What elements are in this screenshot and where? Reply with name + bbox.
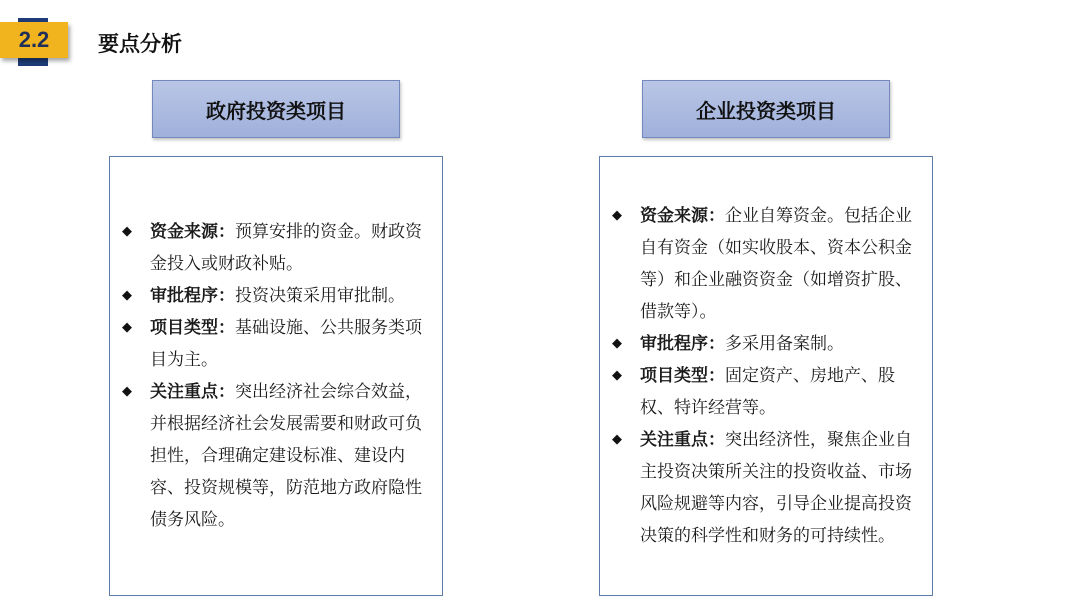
item-text: 突出经济性，聚焦企业自主投资决策所关注的投资收益、市场风险规避等内容，引导企业提高投资决策的科学性和财务的可持续性。 xyxy=(640,430,912,546)
diamond-bullet-icon: ◆ xyxy=(122,384,132,399)
list-item xyxy=(122,376,428,536)
item-term: 审批程序 xyxy=(640,334,708,354)
page-title: 要点分析 xyxy=(98,32,182,56)
diamond-bullet-icon: ◆ xyxy=(122,224,132,239)
item-term-colon: ： xyxy=(218,318,235,338)
diamond-bullet-icon: ◆ xyxy=(612,368,622,383)
item-term-colon: ： xyxy=(218,222,235,242)
column-panel-enterprise xyxy=(599,156,933,596)
item-text: 基础设施、公共服务类项目为主。 xyxy=(150,318,422,370)
bullet-list xyxy=(122,216,428,536)
item-term: 审批程序 xyxy=(150,286,218,306)
column-heading-government: 政府投资类项目 xyxy=(152,80,400,138)
diamond-bullet-icon: ◆ xyxy=(122,288,132,303)
item-text: 多采用备案制。 xyxy=(725,334,844,354)
item-term: 关注重点 xyxy=(150,382,218,402)
item-term-colon: ： xyxy=(708,366,725,386)
section-number-badge: 2.2 xyxy=(0,22,68,58)
list-item xyxy=(612,424,918,552)
diamond-bullet-icon: ◆ xyxy=(122,320,132,335)
list-item xyxy=(612,360,918,424)
column-heading-enterprise: 企业投资类项目 xyxy=(642,80,890,138)
item-term: 资金来源 xyxy=(640,206,708,226)
list-item xyxy=(612,328,918,360)
item-text: 突出经济社会综合效益，并根据经济社会发展需要和财政可负担性，合理确定建设标准、建设内容、投资规模等，防范地方政府隐性债务风险。 xyxy=(150,382,422,530)
diamond-bullet-icon: ◆ xyxy=(612,336,622,351)
list-item xyxy=(612,200,918,328)
item-term: 项目类型 xyxy=(150,318,218,338)
item-term-colon: ： xyxy=(708,430,725,450)
item-term: 关注重点 xyxy=(640,430,708,450)
column-panel-government xyxy=(109,156,443,596)
item-term-colon: ： xyxy=(218,382,235,402)
item-term-colon: ： xyxy=(218,286,235,306)
item-term-colon: ： xyxy=(708,334,725,354)
item-text: 投资决策采用审批制。 xyxy=(235,286,405,306)
item-term: 项目类型 xyxy=(640,366,708,386)
list-item xyxy=(122,280,428,312)
item-text: 固定资产、房地产、股权、特许经营等。 xyxy=(640,366,895,418)
item-text: 预算安排的资金。财政资金投入或财政补贴。 xyxy=(150,222,422,274)
list-item xyxy=(122,312,428,376)
item-term-colon: ： xyxy=(708,206,725,226)
diamond-bullet-icon: ◆ xyxy=(612,432,622,447)
list-item xyxy=(122,216,428,280)
diamond-bullet-icon: ◆ xyxy=(612,208,622,223)
item-text: 企业自筹资金。包括企业自有资金（如实收股本、资本公积金等）和企业融资资金（如增资扩股、借款等）。 xyxy=(640,206,912,322)
bullet-list xyxy=(612,200,918,552)
item-term: 资金来源 xyxy=(150,222,218,242)
